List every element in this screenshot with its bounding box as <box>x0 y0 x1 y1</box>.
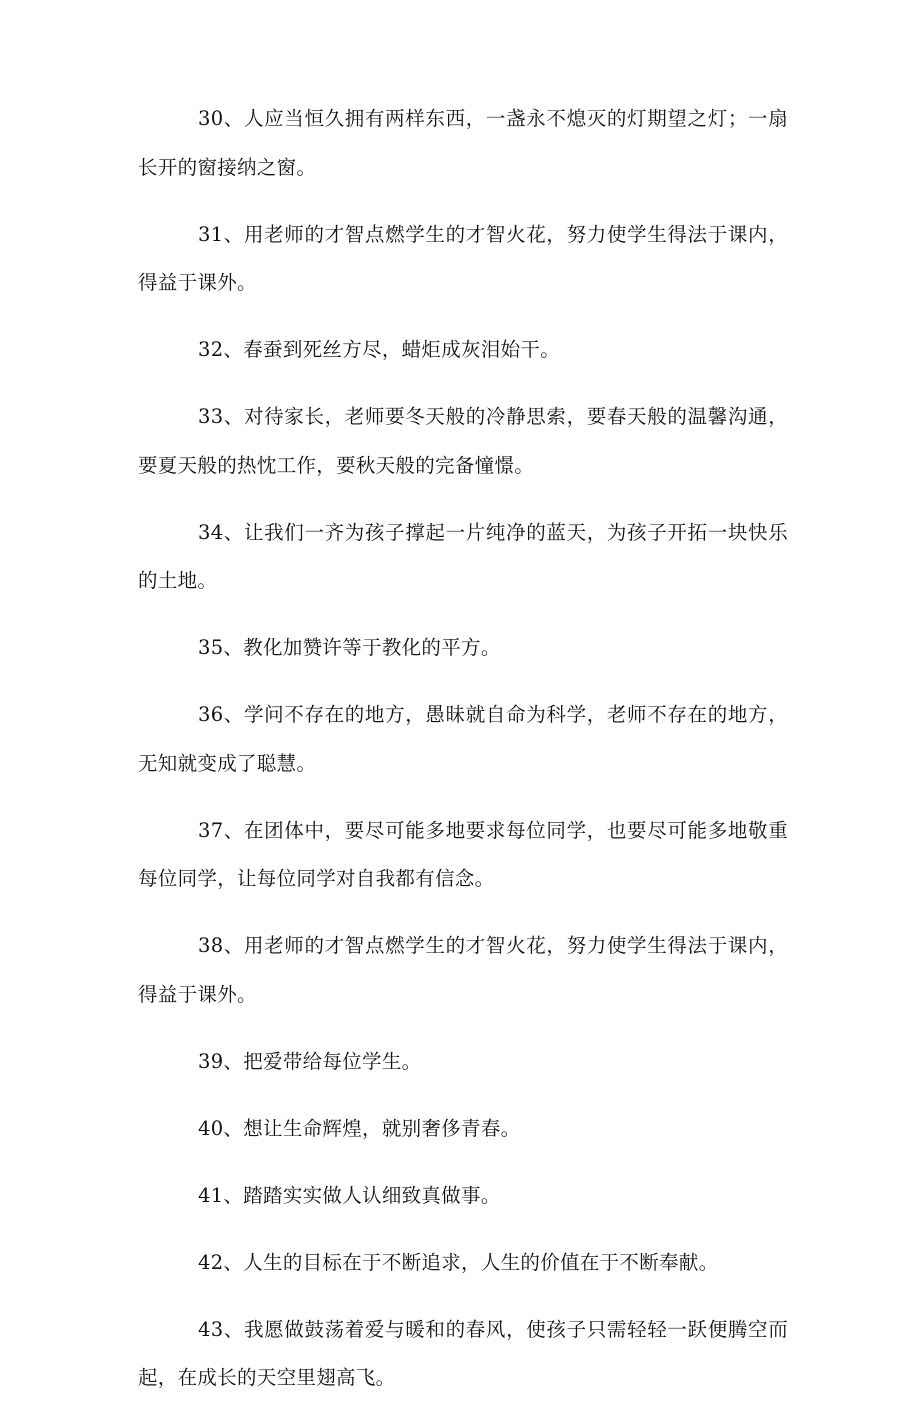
paragraph-40 <box>138 1105 788 1154</box>
item-number: 43、 <box>198 1317 244 1341</box>
item-number: 42、 <box>198 1250 244 1274</box>
document-body <box>138 95 788 1421</box>
item-text: 踏踏实实做人认细致真做事。 <box>243 1183 501 1207</box>
paragraph-37 <box>138 807 788 904</box>
paragraph-33 <box>138 393 788 490</box>
item-number: 38、 <box>198 934 244 957</box>
paragraph-36 <box>138 691 788 788</box>
item-number: 40、 <box>198 1116 244 1140</box>
item-text: 人生的目标在于不断追求，人生的价值在于不断奉献。 <box>243 1250 719 1274</box>
item-text: 教化加赞许等于教化的平方。 <box>243 636 501 659</box>
item-number: 31、 <box>198 222 244 246</box>
item-number: 30、 <box>198 107 244 130</box>
item-number: 32、 <box>198 338 244 361</box>
paragraph-39 <box>138 1038 788 1087</box>
paragraph-30 <box>138 95 788 192</box>
item-text: 想让生命辉煌，就别奢侈青春。 <box>243 1116 521 1140</box>
item-number: 33、 <box>198 405 244 428</box>
item-number: 34、 <box>198 520 244 544</box>
item-text: 让我们一齐为孩子撑起一片纯净的蓝天，为孩子开拓一块快乐的土地。 <box>138 520 788 592</box>
paragraph-41 <box>138 1172 788 1221</box>
paragraph-32 <box>138 326 788 375</box>
item-text: 学问不存在的地方，愚昧就自命为科学，老师不存在的地方，无知就变成了聪慧。 <box>138 703 788 775</box>
paragraph-43 <box>138 1306 788 1403</box>
item-number: 41、 <box>198 1183 244 1207</box>
item-number: 37、 <box>198 818 244 842</box>
item-text: 用老师的才智点燃学生的才智火花，努力使学生得法于课内，得益于课外。 <box>138 222 788 294</box>
item-number: 36、 <box>198 703 244 726</box>
item-text: 人应当恒久拥有两样东西，一盏永不熄灭的灯期望之灯；一扇长开的窗接纳之窗。 <box>138 107 788 179</box>
item-number: 39、 <box>198 1049 244 1073</box>
item-text: 对待家长，老师要冬天般的冷静思索，要春天般的温馨沟通，要夏天般的热忱工作，要秋天般的完备憧憬。 <box>138 405 788 477</box>
item-text: 在团体中，要尽可能多地要求每位同学，也要尽可能多地敬重每位同学，让每位同学对自我都有信念。 <box>138 818 788 890</box>
paragraph-42 <box>138 1239 788 1288</box>
paragraph-38 <box>138 922 788 1019</box>
item-text: 我愿做鼓荡着爱与暖和的春风，使孩子只需轻轻一跃便腾空而起，在成长的天空里翅高飞。 <box>138 1317 788 1389</box>
item-number: 35、 <box>198 636 244 659</box>
item-text: 春蚕到死丝方尽，蜡炬成灰泪始干。 <box>243 338 561 361</box>
paragraph-31 <box>138 211 788 308</box>
item-text: 把爱带给每位学生。 <box>243 1049 422 1073</box>
item-text: 用老师的才智点燃学生的才智火花，努力使学生得法于课内，得益于课外。 <box>138 934 788 1006</box>
paragraph-34 <box>138 509 788 606</box>
paragraph-35 <box>138 624 788 673</box>
